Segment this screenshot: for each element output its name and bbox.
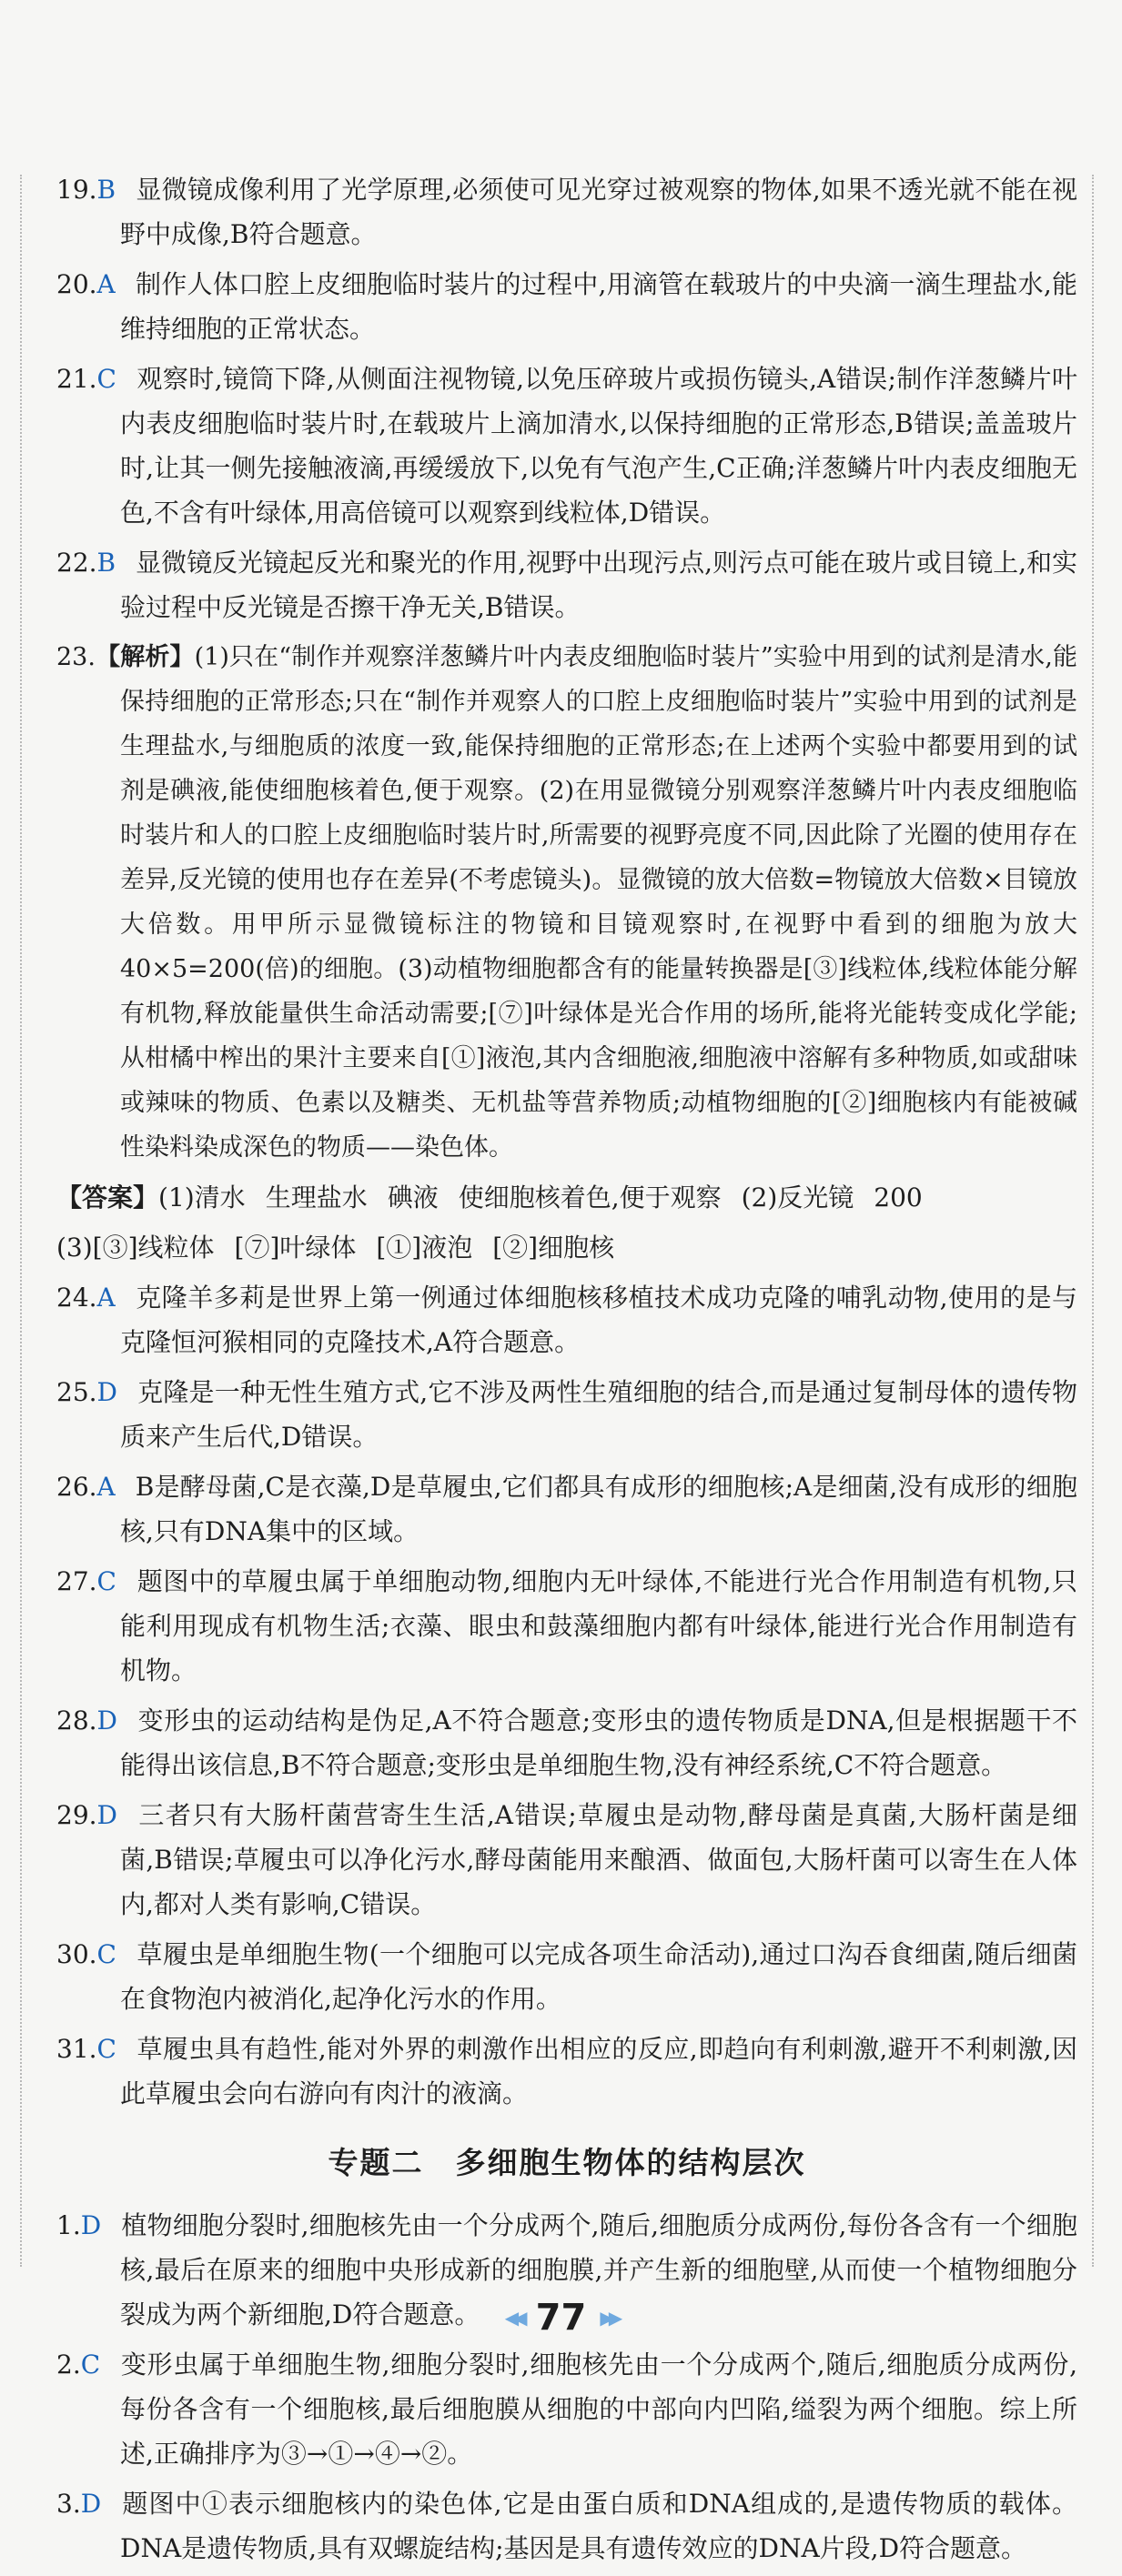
item-number: 19. xyxy=(56,175,97,205)
analysis-tag: 【解析】 xyxy=(95,643,195,671)
item-number: 3. xyxy=(56,2489,81,2519)
answer-item xyxy=(56,1698,1077,1787)
explanation-text: 题图中①表示细胞核内的染色体,它是由蛋白质和DNA组成的,是遗传物质的载体。DNA是遗传物质,具有双螺旋结构;基因是具有遗传效应的DNA片段,D符合题意。 xyxy=(120,2489,1077,2563)
explanation-text: 克隆羊多莉是世界上第一例通过体细胞核移植技术成功克隆的哺乳动物,使用的是与克隆恒河猴相同的克隆技术,A符合题意。 xyxy=(120,1283,1077,1357)
explanation-text: 草履虫具有趋性,能对外界的刺激作出相应的反应,即趋向有利刺激,避开不利刺激,因此草履虫会向右游向有肉汁的液滴。 xyxy=(120,2034,1077,2108)
answer-letter: A xyxy=(96,1283,116,1313)
answer-item xyxy=(56,2342,1077,2476)
answer-item xyxy=(56,167,1077,257)
answer-seg: 生理盐水 xyxy=(265,1182,368,1213)
answer-seg: (2)反光镜 xyxy=(741,1182,854,1213)
item-number: 26. xyxy=(56,1472,97,1502)
answer-item xyxy=(56,1932,1077,2021)
explanation-text: 题图中的草履虫属于单细胞动物,细胞内无叶绿体,不能进行光合作用制造有机物,只能利用现成有机物生活;衣藻、眼虫和鼓藻细胞内都有叶绿体,能进行光合作用制造有机物。 xyxy=(120,1566,1077,1685)
answer-content xyxy=(56,167,1077,2576)
item-number: 21. xyxy=(56,364,97,394)
item-number: 31. xyxy=(56,2034,97,2064)
item-number: 23. xyxy=(56,643,96,671)
item-number: 28. xyxy=(56,1706,97,1736)
answer-letter: D xyxy=(96,1377,117,1407)
explanation-text: 克隆是一种无性生殖方式,它不涉及两性生殖细胞的结合,而是通过复制母体的遗传物质来产生后代,D错误。 xyxy=(120,1377,1077,1452)
answer-letter: C xyxy=(96,1566,116,1596)
answer-letter: D xyxy=(80,2489,102,2519)
answer-item xyxy=(56,262,1077,351)
answer-letter: C xyxy=(96,1939,116,1969)
answer-item-23 xyxy=(56,635,1077,1170)
answer-item xyxy=(56,2481,1077,2571)
answer-list-a xyxy=(56,167,1077,629)
explanation-text: B是酵母菌,C是衣藻,D是草履虫,它们都具有成形的细胞核;A是细菌,没有成形的细胞核,只有DNA集中的区域。 xyxy=(120,1472,1077,1546)
explanation-text: 草履虫是单细胞生物(一个细胞可以完成各项生命活动),通过口沟吞食细菌,随后细菌在食物泡内被消化,起净化污水的作用。 xyxy=(120,1939,1077,2014)
answer-item xyxy=(56,1275,1077,1364)
explanation-text: 显微镜成像利用了光学原理,必须使可见光穿过被观察的物体,如果不透光就不能在视野中成像,B符合题意。 xyxy=(120,175,1077,249)
answer-seg: [⑦]叶绿体 xyxy=(234,1233,357,1263)
answer-letter: D xyxy=(96,1800,117,1830)
item-number: 25. xyxy=(56,1377,97,1407)
answer-letter: A xyxy=(96,269,116,299)
answer-seg: [①]液泡 xyxy=(376,1233,473,1263)
item-number: 1. xyxy=(56,2210,81,2240)
section-title: 专题二 多细胞生物体的结构层次 xyxy=(328,2145,806,2180)
page-footer xyxy=(0,2297,1122,2339)
answer-line-1 xyxy=(56,1175,1077,1220)
explanation-text: 观察时,镜筒下降,从侧面注视物镜,以免压碎玻片或损伤镜头,A错误;制作洋葱鳞片叶内表皮细胞临时装片时,在载玻片上滴加清水,以保持细胞的正常形态,B错误;盖盖玻片时,让其一侧先接触液滴,再缓缓放下,以免有气泡产生,C正确;洋葱鳞片叶内表皮细胞无色,不含有叶绿体,用高倍镜可以观察到线粒体,D错误。 xyxy=(120,364,1077,528)
answer-item xyxy=(56,2027,1077,2116)
item-number: 29. xyxy=(56,1800,97,1830)
answer-list-c xyxy=(56,2203,1077,2571)
answer-seg: (3)[③]线粒体 xyxy=(56,1233,215,1263)
answer-seg: (1)清水 xyxy=(158,1182,246,1213)
explanation-text: 变形虫属于单细胞生物,细胞分裂时,细胞核先由一个分成两个,随后,细胞质分成两份,每份各含有一个细胞核,最后细胞膜从细胞的中部向内凹陷,缢裂为两个细胞。综上所述,正确排序为③→①→④→②。 xyxy=(120,2350,1077,2469)
item-number: 24. xyxy=(56,1283,97,1313)
answer-item xyxy=(56,357,1077,535)
page-number: 77 xyxy=(535,2297,587,2339)
explanation-text: 显微镜反光镜起反光和聚光的作用,视野中出现污点,则污点可能在玻片或目镜上,和实验过程中反光镜是否擦干净无关,B错误。 xyxy=(120,548,1077,622)
answer-seg: [②]细胞核 xyxy=(492,1233,615,1263)
answer-letter: D xyxy=(96,1706,117,1736)
answer-item xyxy=(56,1559,1077,1693)
answer-letter: B xyxy=(96,175,116,205)
answer-letter: C xyxy=(80,2350,101,2380)
answer-line-2 xyxy=(56,1225,1077,1270)
answer-item xyxy=(56,1793,1077,1927)
answer-letter: D xyxy=(80,2210,102,2240)
answer-item xyxy=(56,1370,1077,1459)
answer-tag: 【答案】 xyxy=(56,1182,159,1213)
right-arrows-icon: ▶▶ xyxy=(600,2307,618,2329)
answer-letter: B xyxy=(96,548,116,578)
answer-letter: C xyxy=(96,364,116,394)
answer-seg: 碘液 xyxy=(387,1182,439,1213)
left-arrows-icon: ◀◀ xyxy=(504,2307,522,2329)
analysis-text: (1)只在“制作并观察洋葱鳞片叶内表皮细胞临时装片”实验中用到的试剂是清水,能保持细胞的正常形态;只在“制作并观察人的口腔上皮细胞临时装片”实验中用到的试剂是生理盐水,与细胞质的浓度一致,能保持细胞的正常形态;在上述两个实验中都要用到的试剂是碘液,能使细胞核着色,便于观察。(2)在用显微镜分别观察洋葱鳞片叶内表皮细胞临时装片和人的口腔上皮细胞临时装片时,所需要的视野亮度不同,因此除了光圈的使用存在差异,反光镜的使用也存在差异(不考虑镜头)。显微镜的放大倍数=物镜放大倍数×目镜放大倍数。用甲所示显微镜标注的物镜和目镜观察时,在视野中看到的细胞为放大40×5=200(倍)的细胞。(3)动植物细胞都含有的能量转换器是[③]线粒体,线粒体能分解有机物,释放能量供生命活动需要;[⑦]叶绿体是光合作用的场所,能将光能转变成化学能;从柑橘中榨出的果汁主要来自[①]液泡,其内含细胞液,细胞液中溶解有多种物质,如或甜味或辣味的物质、色素以及糖类、无机盐等营养物质;动植物细胞的[②]细胞核内有能被碱性染料染成深色的物质——染色体。 xyxy=(120,643,1077,1162)
item-number: 20. xyxy=(56,269,97,299)
answer-list-b xyxy=(56,1275,1077,2116)
answer-item xyxy=(56,540,1077,629)
item-number: 27. xyxy=(56,1566,97,1596)
right-dotted-rule xyxy=(1092,175,1094,2267)
item-number: 22. xyxy=(56,548,97,578)
answer-letter: A xyxy=(96,1472,116,1502)
item-number: 30. xyxy=(56,1939,97,1969)
explanation-text: 制作人体口腔上皮细胞临时装片的过程中,用滴管在载玻片的中央滴一滴生理盐水,能维持细胞的正常状态。 xyxy=(120,269,1077,344)
answer-letter: C xyxy=(96,2034,116,2064)
left-dotted-rule xyxy=(20,175,22,2267)
explanation-text: 变形虫的运动结构是伪足,A不符合题意;变形虫的遗传物质是DNA,但是根据题干不能得出该信息,B不符合题意;变形虫是单细胞生物,没有神经系统,C不符合题意。 xyxy=(120,1706,1077,1780)
answer-seg: 使细胞核着色,便于观察 xyxy=(458,1182,722,1213)
item-number: 2. xyxy=(56,2350,81,2380)
explanation-text: 三者只有大肠杆菌营寄生生活,A错误;草履虫是动物,酵母菌是真菌,大肠杆菌是细菌,B错误;草履虫可以净化污水,酵母菌能用来酿酒、做面包,大肠杆菌可以寄生在人体内,都对人类有影响,C错误。 xyxy=(120,1800,1077,1919)
explanation-text: 植物细胞分裂时,细胞核先由一个分成两个,随后,细胞质分成两份,每份各含有一个细胞核,最后在原来的细胞中央形成新的细胞膜,并产生新的细胞壁,从而使一个植物细胞分裂成为两个新细胞,D符合题意。 xyxy=(120,2210,1077,2329)
answer-item xyxy=(56,1464,1077,1554)
answer-seg: 200 xyxy=(874,1182,923,1213)
